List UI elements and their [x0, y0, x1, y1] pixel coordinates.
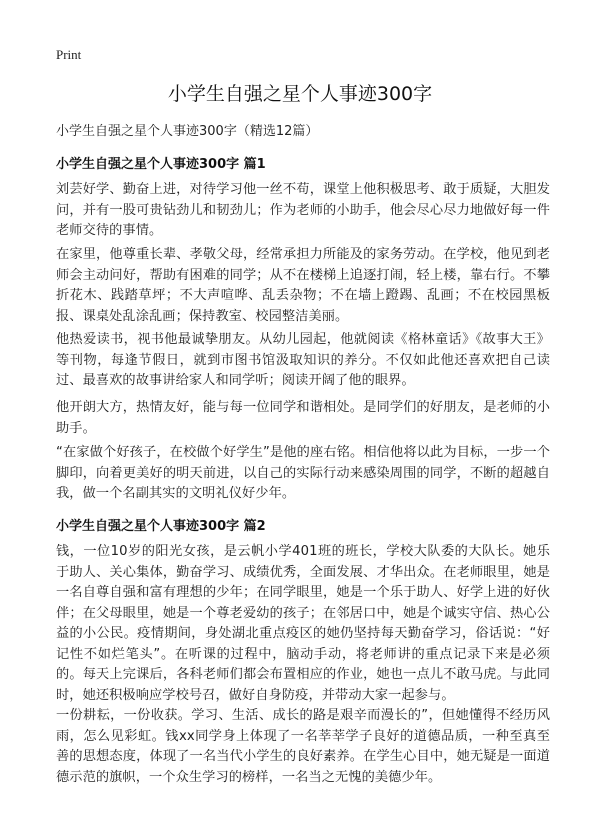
- paragraph: 他热爱读书，视书他最诚挚朋友。从幼儿园起，他就阅读《格林童话》《故事大王》等刊物，每逢节假日，就到市图书馆汲取知识的养分。不仅如此他还喜欢把自己读过、最喜欢的故事讲给家人和同学听；阅读开阔了他的眼界。: [56, 332, 550, 388]
- paragraph: “在家做个好孩子，在校做个好学生”是他的座右铭。相信他将以此为目标，一步一个脚印，向着更美好的明天前进，以自己的实际行动来感染周围的同学，不断的超越自我，做一个名副其实的文明礼仪好少年。: [56, 445, 550, 501]
- paragraph: 钱，一位10岁的阳光女孩，是云帆小学401班的班长，学校大队委的大队长。她乐于助人、关心集体，勤奋学习、成绩优秀，全面发展、才华出众。在老师眼里，她是一名自尊自强和富有理想的少年；在同学眼里，她是一个乐于助人、好学上进的好伙伴；在父母眼里，她是一个尊老爱幼的孩子；在邻居口中，她是个诚实守信、热心公益的小公民。疫情期间，身处湖北重点疫区的她仍坚持每天勤奋学习，俗话说：“好记性不如烂笔头”。在听课的过程中，脑动手动，将老师讲的重点记录下来是必须的。每天上完课后，各科老师们都会布置相应的作业，她也一点儿不敢马虎。与此同时，她还积极响应学校号召，做好自身防疫，并带动大家一起参与。: [56, 544, 550, 703]
- paragraph: 刘芸好学、勤奋上进，对待学习他一丝不苟，课堂上他积极思考、敢于质疑，大胆发问，并有一股可贵钻劲儿和韧劲儿；作为老师的小助手，他会尽心尽力地做好每一件老师交待的事情。: [56, 182, 550, 238]
- section-heading-1: 小学生自强之星个人事迹300字 篇1: [56, 157, 266, 172]
- print-link[interactable]: Print: [56, 47, 82, 62]
- section-heading-2: 小学生自强之星个人事迹300字 篇2: [56, 519, 266, 534]
- paragraph: 一份耕耘，一份收获。学习、生活、成长的路是艰辛而漫长的”，但她懂得不经历风雨，怎么见彩虹。钱xx同学身上体现了一名莘莘学子良好的道德品质，一种至真至善的思想态度，体现了一名当代小学生的良好素养。在学生心目中，她无疑是一面道德示范的旗帜，一个众生学习的榜样，一名当之无愧的美德少年。: [56, 708, 550, 785]
- paragraph: 他开朗大方，热情友好，能与每一位同学和谐相处。是同学们的好朋友，是老师的小助手。: [56, 400, 550, 436]
- document-subtitle: 小学生自强之星个人事迹300字（精选12篇）: [56, 124, 319, 139]
- paragraph: 在家里，他尊重长辈、孝敬父母，经常承担力所能及的家务劳动。在学校，他见到老师会主动问好，帮助有困难的同学；从不在楼梯上追逐打闹，轻上楼，靠右行。不攀折花木、践踏草坪；不大声喧哗、乱丢杂物；不在墙上蹬踢、乱画；不在校园黑板报、课桌处乱涂乱画；保持教室、校园整洁美丽。: [56, 247, 550, 324]
- page-title: 小学生自强之星个人事迹300字: [167, 83, 433, 105]
